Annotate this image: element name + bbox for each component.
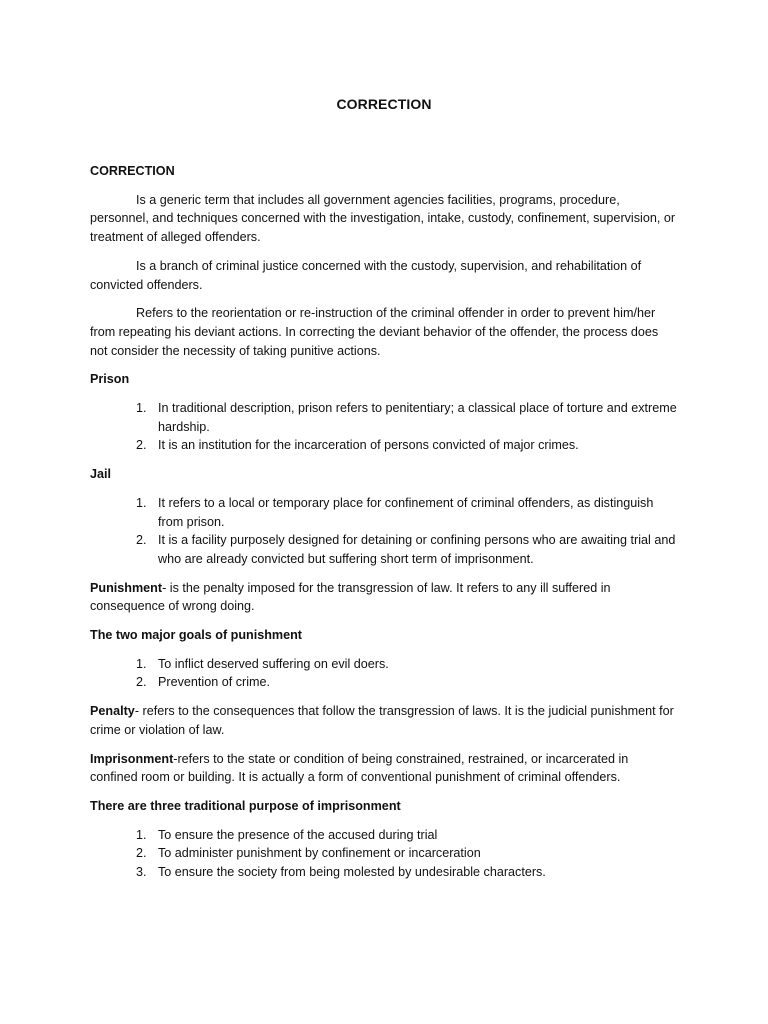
imprisonment-text: -refers to the state or condition of being constrained, restrained, or incarcerated in confined room or building. It is actually a form of conventional punishment of criminal offenders. <box>90 751 629 785</box>
list-item-text: To administer punishment by confinement or incarceration <box>158 846 481 861</box>
list-item-text: It refers to a local or temporary place for confinement of criminal offenders, as distinguish from prison. <box>158 495 654 529</box>
section-heading-purposes: There are three traditional purpose of imprisonment <box>90 798 401 813</box>
list-number: 2. <box>136 438 147 453</box>
list-number: 1. <box>136 827 147 842</box>
list-item <box>90 531 678 568</box>
list-item <box>90 826 678 845</box>
section-heading-prison: Prison <box>90 372 130 387</box>
list-number: 1. <box>136 656 147 671</box>
prison-list <box>90 399 678 455</box>
list-item <box>90 436 678 455</box>
document-title: CORRECTION <box>336 96 432 112</box>
list-item-text: To ensure the presence of the accused during trial <box>158 827 438 842</box>
list-item-text: To ensure the society from being molested by undesirable characters. <box>158 865 546 880</box>
penalty-text: - refers to the consequences that follow the transgression of laws. It is the judicial punishment for crime or violation of law. <box>90 704 674 737</box>
list-number: 2. <box>136 675 147 690</box>
document-body <box>90 162 678 892</box>
list-number: 3. <box>136 865 147 880</box>
definition-paragraph: Is a generic term that includes all government agencies facilities, programs, procedure, personnel, and techniques concerned with the investigation, intake, custody, confinement, supervision, or treatment of alleged offenders. <box>90 192 676 245</box>
list-item-text: It is a facility purposely designed for detaining or confining persons who are awaiting trial and who are already convicted but suffering short term of imprisonment. <box>158 533 676 566</box>
definition-paragraph: Is a branch of criminal justice concerned with the custody, supervision, and rehabilitation of convicted offenders. <box>90 258 642 292</box>
list-item-text: In traditional description, prison refers to penitentiary; a classical place of torture and extreme hardship. <box>158 401 677 434</box>
term-penalty: Penalty <box>90 704 135 719</box>
imprisonment-definition <box>90 750 678 787</box>
section-heading-correction: CORRECTION <box>90 164 175 178</box>
list-item <box>90 673 678 692</box>
jail-list <box>90 494 678 569</box>
list-item <box>90 399 678 436</box>
list-item <box>90 655 678 674</box>
term-punishment: Punishment <box>90 580 163 595</box>
section-heading-jail: Jail <box>90 467 112 482</box>
list-item <box>90 494 678 531</box>
purposes-list <box>90 826 678 882</box>
punishment-definition <box>90 579 678 616</box>
list-item <box>90 863 678 882</box>
term-imprisonment: Imprisonment <box>90 751 174 766</box>
list-number: 1. <box>136 495 147 510</box>
list-number: 2. <box>136 533 147 548</box>
section-heading-goals: The two major goals of punishment <box>90 628 303 643</box>
list-item-text: It is an institution for the incarceration of persons convicted of major crimes. <box>158 438 579 453</box>
list-item-text: Prevention of crime. <box>158 675 270 690</box>
list-item <box>90 844 678 863</box>
goals-list <box>90 655 678 692</box>
punishment-text: - is the penalty imposed for the transgression of law. It refers to any ill suffered in consequence of wrong doing. <box>90 580 611 614</box>
penalty-definition <box>90 702 678 739</box>
list-number: 2. <box>136 846 147 861</box>
list-number: 1. <box>136 401 147 416</box>
list-item-text: To inflict deserved suffering on evil doers. <box>158 656 389 671</box>
definition-paragraph: Refers to the reorientation or re-instruction of the criminal offender in order to prevent him/her from repeating his deviant actions. In correcting the deviant behavior of the offender, the process does not consider the necessity of taking punitive actions. <box>90 306 659 358</box>
